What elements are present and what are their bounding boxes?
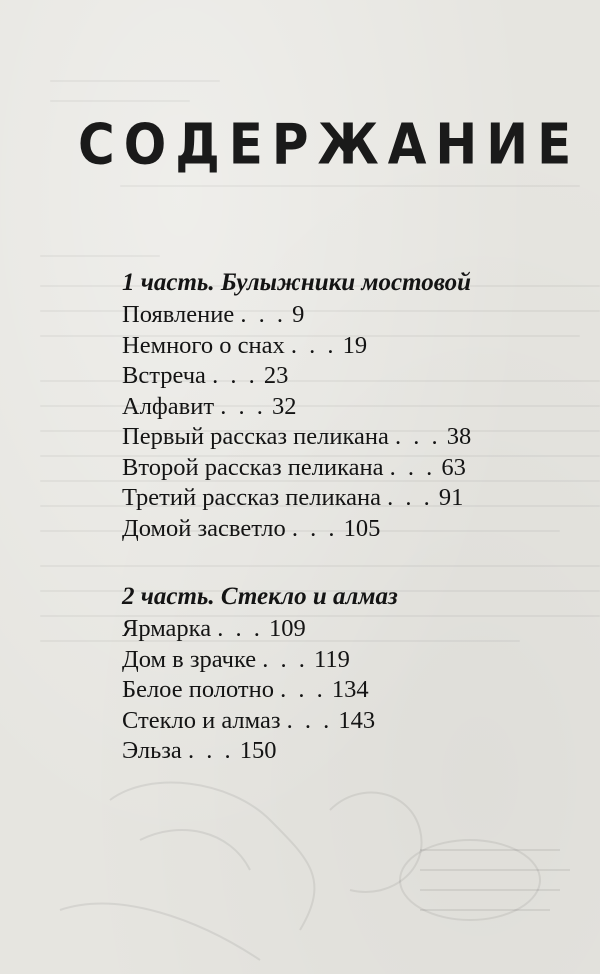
dot-leader: . . . [290, 331, 337, 359]
entry-page: 143 [338, 706, 376, 734]
entry-page: 134 [331, 676, 369, 703]
entry-page: 105 [343, 514, 381, 542]
toc-entry[interactable] [122, 706, 582, 737]
dot-leader: . . . [212, 362, 258, 389]
dot-leader: . . . [217, 615, 263, 642]
part-heading: 2 часть. Стекло и алмаз [122, 583, 398, 610]
toc-entry[interactable] [122, 483, 582, 514]
toc-entry[interactable] [122, 422, 582, 453]
entry-title: Встреча [122, 362, 206, 389]
entry-page: 38 [446, 423, 472, 450]
toc-entry[interactable] [122, 453, 582, 484]
entry-title: Ярмарка [122, 615, 212, 642]
toc-part-1 [122, 266, 582, 544]
entry-title: Второй рассказ пеликана [122, 453, 384, 481]
toc-entry[interactable] [122, 361, 582, 392]
dot-leader: . . . [240, 301, 286, 328]
dot-leader: . . . [286, 706, 333, 734]
dot-leader: . . . [220, 392, 266, 420]
entry-title: Первый рассказ пеликана [122, 423, 389, 450]
toc-entry[interactable] [122, 614, 582, 645]
dot-leader: . . . [291, 514, 338, 542]
dot-leader: . . . [187, 737, 234, 764]
part-heading: 1 часть. Булыжники мостовой [122, 269, 472, 296]
faint-sketch-illustration [0, 760, 600, 974]
dot-leader: . . . [280, 676, 326, 703]
entry-title: Третий рассказ пеликана [122, 484, 382, 511]
entry-title: Дом в зрачке [122, 645, 257, 673]
dot-leader: . . . [262, 645, 308, 673]
dot-leader: . . . [389, 453, 436, 481]
dot-leader: . . . [395, 423, 441, 450]
entry-page: 109 [268, 615, 306, 642]
table-of-contents [122, 266, 582, 767]
entry-list [122, 614, 582, 767]
toc-entry[interactable] [122, 514, 582, 545]
entry-title: Эльза [122, 737, 182, 764]
toc-entry[interactable] [122, 300, 582, 331]
entry-title: Стекло и алмаз [122, 706, 281, 734]
toc-entry[interactable] [122, 392, 582, 423]
entry-page: 23 [263, 362, 289, 389]
entry-page: 63 [441, 453, 466, 481]
entry-title: Алфавит [122, 392, 215, 420]
toc-entry[interactable] [122, 736, 582, 767]
toc-entry[interactable] [122, 331, 582, 362]
entry-title: Белое полотно [122, 676, 274, 703]
entry-page: 119 [314, 645, 350, 673]
entry-title: Появление [122, 301, 235, 328]
entry-page: 32 [271, 392, 297, 420]
entry-page: 19 [342, 331, 368, 359]
toc-part-2 [122, 580, 582, 767]
entry-list [122, 300, 582, 544]
page-title: СОДЕРЖАНИЕ [78, 112, 581, 177]
toc-entry[interactable] [122, 675, 582, 706]
entry-page: 9 [292, 301, 305, 328]
entry-title: Домой засветло [122, 514, 286, 542]
dot-leader: . . . [387, 484, 433, 511]
entry-page: 150 [239, 737, 277, 764]
toc-entry[interactable] [122, 645, 582, 676]
entry-title: Немного о снах [122, 331, 285, 359]
entry-page: 91 [438, 484, 464, 511]
